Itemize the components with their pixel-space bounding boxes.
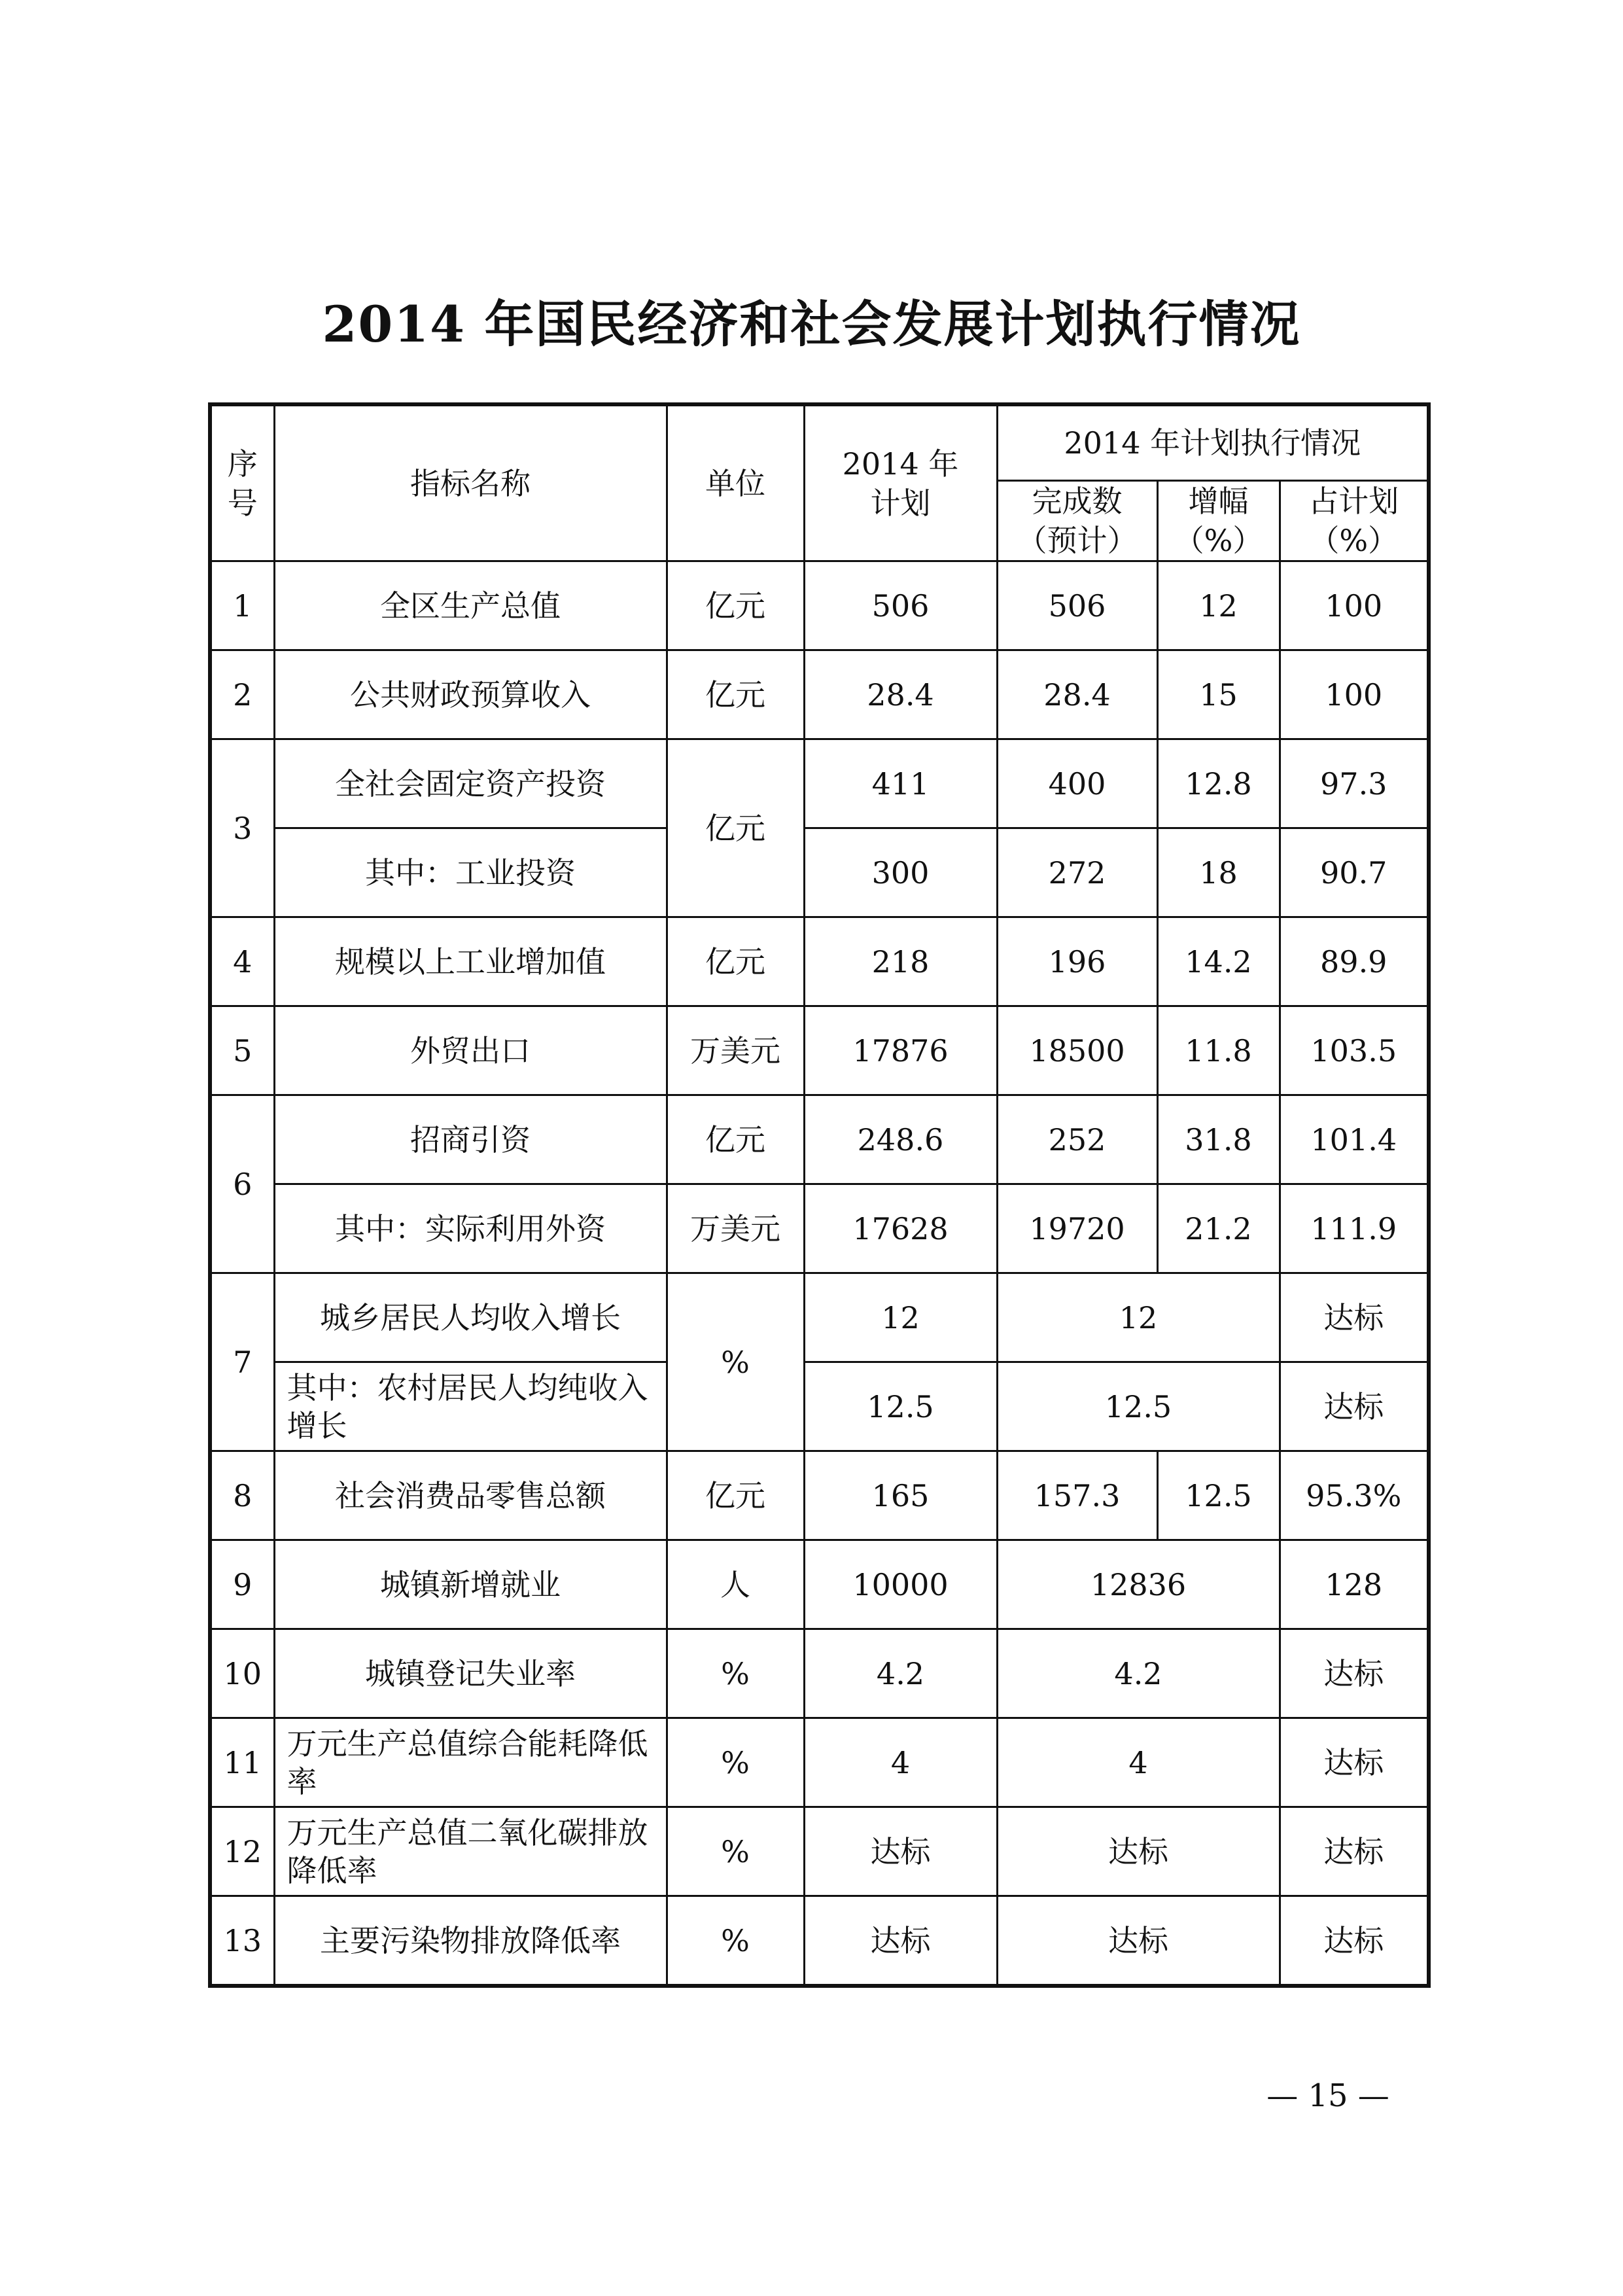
- row-pct: 达标: [1280, 1629, 1429, 1718]
- row-unit: 万美元: [667, 1184, 804, 1273]
- row-completed: 18500: [997, 1006, 1157, 1095]
- row-growth: 15: [1157, 650, 1280, 739]
- row-name: 全社会固定资产投资: [274, 739, 667, 828]
- row-plan: 10000: [804, 1540, 997, 1629]
- row-completed: 4.2: [997, 1629, 1280, 1718]
- table-row: [210, 1807, 1429, 1896]
- row-name: 其中：工业投资: [274, 828, 667, 917]
- row-unit: 万美元: [667, 1006, 804, 1095]
- row-plan: 4: [804, 1718, 997, 1807]
- row-completed: 12: [997, 1273, 1280, 1362]
- table-row: [210, 650, 1429, 739]
- row-name: 外贸出口: [274, 1006, 667, 1095]
- row-name: 万元生产总值二氧化碳排放降低率: [274, 1807, 667, 1896]
- row-pct: 111.9: [1280, 1184, 1429, 1273]
- row-unit: 人: [667, 1540, 804, 1629]
- row-growth: 18: [1157, 828, 1280, 917]
- row-completed: 28.4: [997, 650, 1157, 739]
- row-name: 主要污染物排放降低率: [274, 1896, 667, 1987]
- page-title: 2014 年国民经济和社会发展计划执行情况: [322, 295, 1301, 353]
- table-row: [210, 561, 1429, 650]
- row-completed: 400: [997, 739, 1157, 828]
- row-completed: 12836: [997, 1540, 1280, 1629]
- row-completed: 252: [997, 1095, 1157, 1184]
- row-seq: 9: [210, 1540, 274, 1629]
- row-growth: 31.8: [1157, 1095, 1280, 1184]
- row-growth: 12.8: [1157, 739, 1280, 828]
- row-plan: 300: [804, 828, 997, 917]
- row-seq: 3: [210, 739, 274, 917]
- row-completed: 12.5: [997, 1362, 1280, 1451]
- header-growth: 增幅（%）: [1157, 481, 1280, 561]
- row-seq: 4: [210, 917, 274, 1006]
- row-completed: 达标: [997, 1807, 1280, 1896]
- header-exec-group: 2014 年计划执行情况: [997, 404, 1429, 481]
- header-pct-plan: 占计划（%）: [1280, 481, 1429, 561]
- row-unit: 亿元: [667, 1451, 804, 1540]
- plan-execution-table: [208, 402, 1431, 1988]
- row-seq: 7: [210, 1273, 274, 1451]
- table-row: [210, 1006, 1429, 1095]
- row-growth: 21.2: [1157, 1184, 1280, 1273]
- row-completed: 272: [997, 828, 1157, 917]
- row-name: 公共财政预算收入: [274, 650, 667, 739]
- row-seq: 8: [210, 1451, 274, 1540]
- row-pct: 达标: [1280, 1896, 1429, 1987]
- header-name: 指标名称: [274, 404, 667, 561]
- row-unit: 亿元: [667, 561, 804, 650]
- row-unit: 亿元: [667, 917, 804, 1006]
- row-seq: 12: [210, 1807, 274, 1896]
- row-seq: 10: [210, 1629, 274, 1718]
- row-completed: 4: [997, 1718, 1280, 1807]
- row-name: 其中：农村居民人均纯收入增长: [274, 1362, 667, 1451]
- row-seq: 13: [210, 1896, 274, 1987]
- row-unit: 亿元: [667, 1095, 804, 1184]
- row-plan: 12: [804, 1273, 997, 1362]
- row-plan: 12.5: [804, 1362, 997, 1451]
- table-row: [210, 1362, 1429, 1451]
- row-name: 其中：实际利用外资: [274, 1184, 667, 1273]
- row-completed: 达标: [997, 1896, 1280, 1987]
- table-row: [210, 1629, 1429, 1718]
- table-row: [210, 828, 1429, 917]
- header-row-1: [210, 404, 1429, 481]
- row-name: 规模以上工业增加值: [274, 917, 667, 1006]
- row-pct: 90.7: [1280, 828, 1429, 917]
- table-row: [210, 1451, 1429, 1540]
- header-completed: 完成数（预计）: [997, 481, 1157, 561]
- row-plan: 达标: [804, 1896, 997, 1987]
- row-plan: 218: [804, 917, 997, 1006]
- table-row: [210, 1718, 1429, 1807]
- row-pct: 101.4: [1280, 1095, 1429, 1184]
- row-plan: 达标: [804, 1807, 997, 1896]
- row-growth: 11.8: [1157, 1006, 1280, 1095]
- row-plan: 411: [804, 739, 997, 828]
- row-plan: 17876: [804, 1006, 997, 1095]
- row-name: 城乡居民人均收入增长: [274, 1273, 667, 1362]
- row-unit: 亿元: [667, 650, 804, 739]
- row-pct: 100: [1280, 650, 1429, 739]
- page-number: — 15 —: [1266, 2077, 1389, 2114]
- row-plan: 165: [804, 1451, 997, 1540]
- row-name: 城镇登记失业率: [274, 1629, 667, 1718]
- row-unit: %: [667, 1629, 804, 1718]
- row-pct: 达标: [1280, 1807, 1429, 1896]
- row-pct: 达标: [1280, 1362, 1429, 1451]
- row-seq: 5: [210, 1006, 274, 1095]
- row-completed: 196: [997, 917, 1157, 1006]
- header-unit: 单位: [667, 404, 804, 561]
- row-pct: 95.3%: [1280, 1451, 1429, 1540]
- row-growth: 12.5: [1157, 1451, 1280, 1540]
- row-pct: 128: [1280, 1540, 1429, 1629]
- row-pct: 100: [1280, 561, 1429, 650]
- row-unit: %: [667, 1896, 804, 1987]
- row-seq: 6: [210, 1095, 274, 1273]
- row-completed: 19720: [997, 1184, 1157, 1273]
- row-seq: 1: [210, 561, 274, 650]
- row-completed: 506: [997, 561, 1157, 650]
- header-seq: 序号: [210, 404, 274, 561]
- table-row: [210, 917, 1429, 1006]
- table-row: [210, 1540, 1429, 1629]
- row-unit: %: [667, 1273, 804, 1451]
- row-pct: 97.3: [1280, 739, 1429, 828]
- table-row: [210, 739, 1429, 828]
- row-seq: 2: [210, 650, 274, 739]
- row-plan: 4.2: [804, 1629, 997, 1718]
- row-unit: %: [667, 1807, 804, 1896]
- row-pct: 103.5: [1280, 1006, 1429, 1095]
- row-pct: 达标: [1280, 1718, 1429, 1807]
- row-growth: 12: [1157, 561, 1280, 650]
- row-seq: 11: [210, 1718, 274, 1807]
- row-pct: 89.9: [1280, 917, 1429, 1006]
- row-pct: 达标: [1280, 1273, 1429, 1362]
- header-plan-2014: 2014 年计划: [804, 404, 997, 561]
- row-unit: %: [667, 1718, 804, 1807]
- row-name: 全区生产总值: [274, 561, 667, 650]
- row-unit: 亿元: [667, 739, 804, 917]
- row-name: 社会消费品零售总额: [274, 1451, 667, 1540]
- row-plan: 506: [804, 561, 997, 650]
- row-growth: 14.2: [1157, 917, 1280, 1006]
- table-row: [210, 1896, 1429, 1987]
- row-name: 万元生产总值综合能耗降低率: [274, 1718, 667, 1807]
- table-row: [210, 1095, 1429, 1184]
- row-plan: 17628: [804, 1184, 997, 1273]
- row-name: 城镇新增就业: [274, 1540, 667, 1629]
- row-plan: 28.4: [804, 650, 997, 739]
- row-name: 招商引资: [274, 1095, 667, 1184]
- row-completed: 157.3: [997, 1451, 1157, 1540]
- table-row: [210, 1184, 1429, 1273]
- table-row: [210, 1273, 1429, 1362]
- row-plan: 248.6: [804, 1095, 997, 1184]
